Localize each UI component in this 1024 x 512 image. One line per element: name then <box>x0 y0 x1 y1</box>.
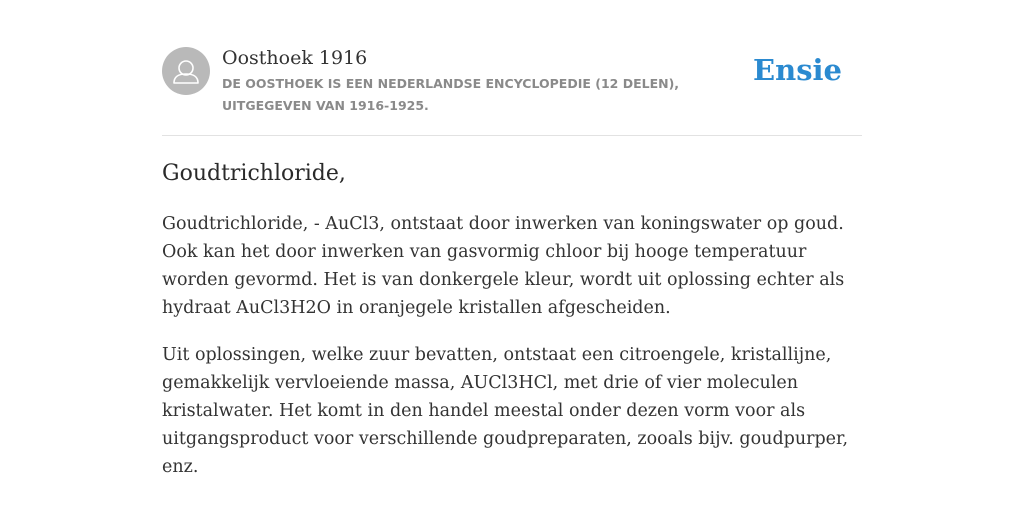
brand-logo[interactable]: Ensie <box>753 53 842 87</box>
article-paragraph: Goudtrichloride, - AuCl3, ontstaat door inwerken van koningswater op goud. Ook kan het door inwerken van gasvormig chloor bij hooge temperatuur worden gevormd. Het is van donkergele kleur, wordt uit oplossing echter als hydraat AuCl3H2O in oranjegele kristallen afgescheiden. <box>162 214 845 318</box>
header-divider <box>162 135 862 136</box>
source-avatar[interactable] <box>162 47 210 95</box>
source-description: DE OOSTHOEK IS EEN NEDERLANDSE ENCYCLOPEDIE (12 DELEN), UITGEGEVEN VAN 1916-1925. <box>222 76 680 113</box>
source-name[interactable]: Oosthoek 1916 <box>222 47 368 69</box>
source-header <box>162 44 862 136</box>
article-title: Goudtrichloride, <box>162 161 346 186</box>
article-paragraph: Uit oplossingen, welke zuur bevatten, ontstaat een citroengele, kristallijne, gemakkelijk vervloeiende massa, AUCl3HCl, met drie of vier moleculen kristalwater. Het komt in den handel meestal onder dezen vorm voor als uitgangsproduct voor verschillende goudpreparaten, zooals bijv. goudpurper, enz. <box>162 345 849 477</box>
user-icon <box>162 47 210 95</box>
article <box>162 158 862 500</box>
